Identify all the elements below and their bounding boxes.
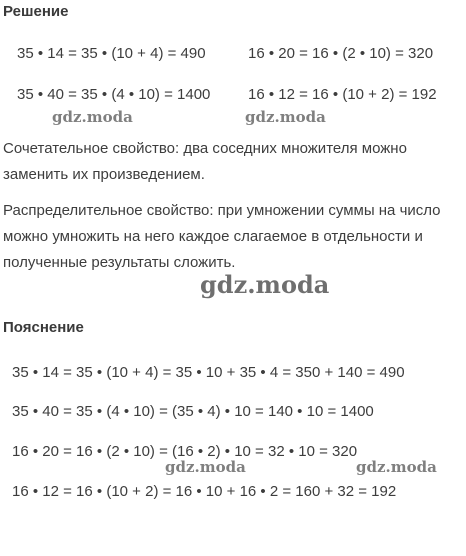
watermark: gdz.moda <box>165 458 246 476</box>
watermark: gdz.moda <box>52 108 133 126</box>
watermark: gdz.moda <box>245 108 326 126</box>
solution-heading: Решение <box>3 3 69 20</box>
solution-formula-2: 16 • 20 = 16 • (2 • 10) = 320 <box>248 45 434 62</box>
explanation-formula-3: 16 • 20 = 16 • (2 • 10) = (16 • 2) • 10 = 32 • 10 = 320 <box>12 443 358 460</box>
explanation-heading: Пояснение <box>3 319 84 336</box>
explanation-formula-4: 16 • 12 = 16 • (10 + 2) = 16 • 10 + 16 • 2 = 160 + 32 = 192 <box>12 483 397 500</box>
watermark: gdz.moda <box>200 270 330 299</box>
associative-property-text: Сочетательное свойство: два соседних множителя можно заменить их произведением. <box>3 140 407 183</box>
explanation-formula-2: 35 • 40 = 35 • (4 • 10) = (35 • 4) • 10 = 140 • 10 = 1400 <box>12 403 374 420</box>
watermark: gdz.moda <box>356 458 437 476</box>
solution-formula-4: 16 • 12 = 16 • (10 + 2) = 192 <box>248 86 437 103</box>
distributive-property-text: Распределительное свойство: при умножении суммы на число можно умножить на него каждое слагаемое в отдельности и полученные результаты сложить. <box>3 202 441 271</box>
solution-formula-1: 35 • 14 = 35 • (10 + 4) = 490 <box>17 45 206 62</box>
explanation-formula-1: 35 • 14 = 35 • (10 + 4) = 35 • 10 + 35 • 4 = 350 + 140 = 490 <box>12 364 405 381</box>
solution-formula-3: 35 • 40 = 35 • (4 • 10) = 1400 <box>17 86 211 103</box>
